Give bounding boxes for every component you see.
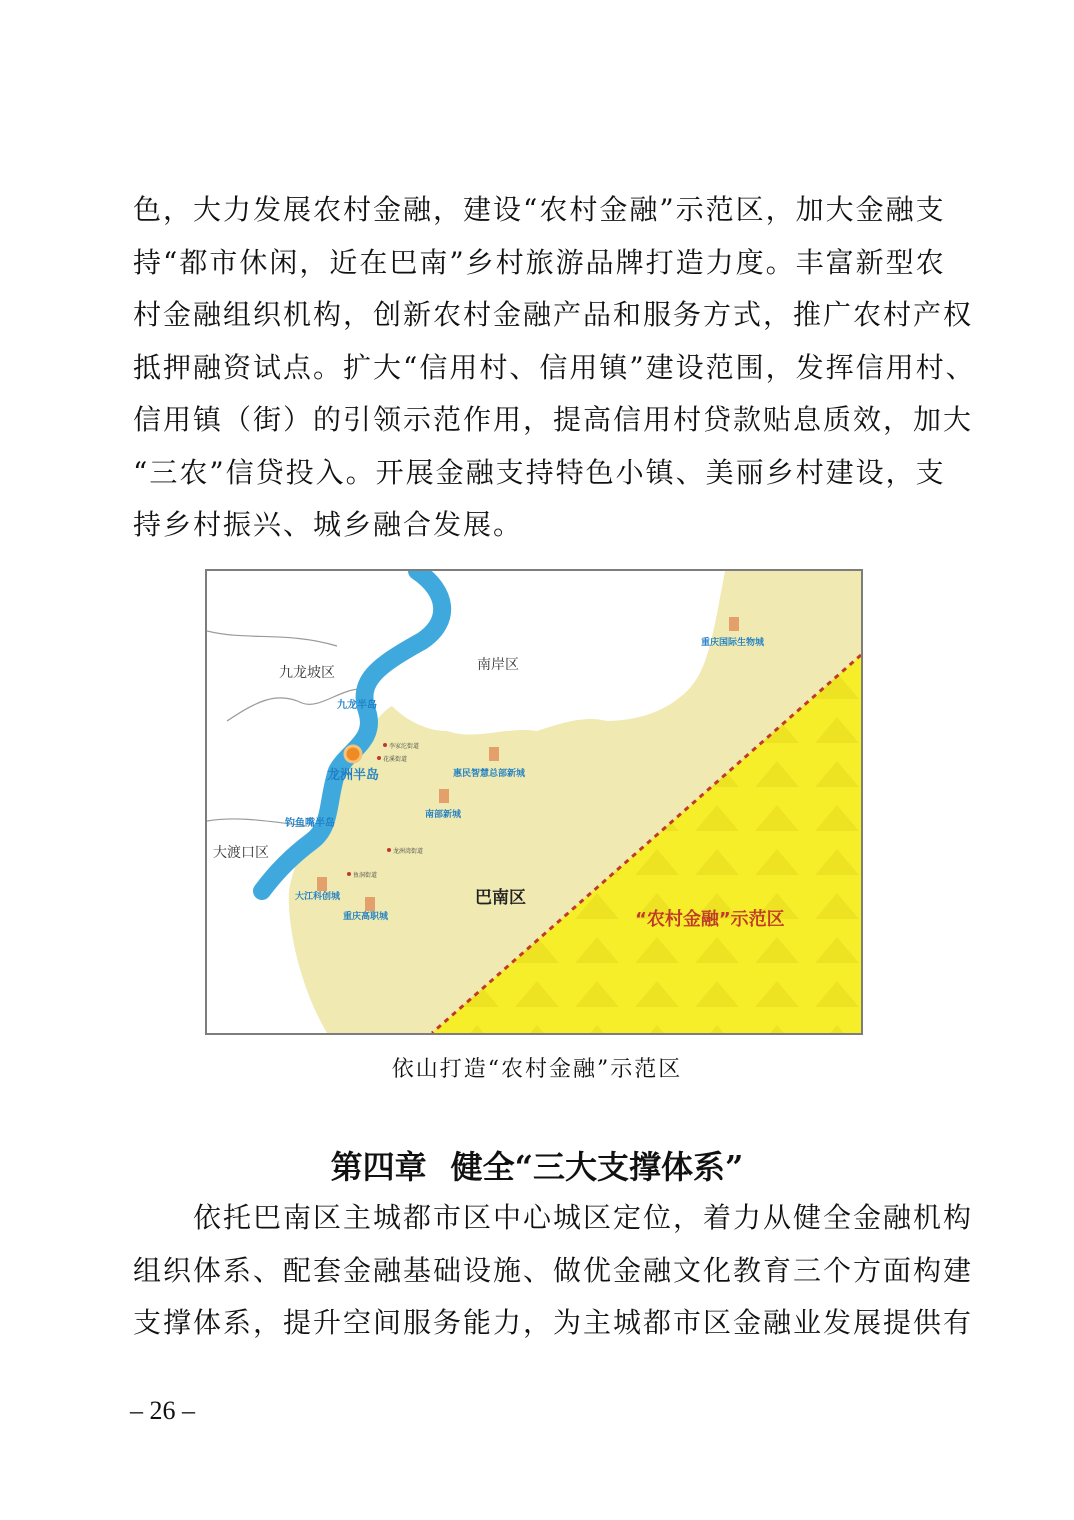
label-diaoyuzui-peninsula: 钓鱼嘴半岛 [285, 818, 335, 829]
text-line: 组织体系、配套金融基础设施、做优金融文化教育三个方面构建 [133, 1253, 974, 1287]
label-dadukou: 大渡口区 [213, 845, 269, 861]
chapter-title: 健全“三大支撑体系” [450, 1148, 744, 1186]
chapter-heading [0, 1142, 1074, 1188]
text-line: “三农”信贷投入。开展金融支持特色小镇、美丽乡村建设，支 [133, 455, 946, 489]
text-line: 抵押融资试点。扩大“信用村、信用镇”建设范围，发挥信用村、 [133, 350, 976, 384]
label-longzhouwan-street: 龙洲湾街道 [393, 848, 424, 855]
label-huaxi-street: 花溪街道 [383, 756, 408, 763]
body-paragraph-bottom [133, 1192, 974, 1350]
longzhou-marker-icon [345, 746, 361, 762]
text-line: 支撑体系，提升空间服务能力，为主城都市区金融业发展提供有 [133, 1306, 974, 1339]
text-line: 信用镇（街）的引领示范作用，提高信用村贷款贴息质效，加大 [133, 403, 974, 436]
map-figure [205, 569, 863, 1035]
label-chongqing-bio-city: 重庆国际生物城 [701, 638, 765, 648]
label-jiulongpo: 九龙坡区 [279, 665, 335, 681]
text-line: 持乡村振兴、城乡融合发展。 [133, 508, 524, 541]
page-number: – 26 – [130, 1396, 195, 1425]
chapter-number: 第四章 [330, 1148, 427, 1186]
figure-caption: 依山打造“农村金融”示范区 [391, 1057, 683, 1082]
text-line: 村金融组织机构，创新农村金融产品和服务方式，推广农村产权 [133, 298, 974, 331]
label-yudong-street: 鱼洞街道 [353, 872, 378, 879]
text-line: 依托巴南区主城都市区中心城区定位，着力从健全金融机构 [133, 1201, 974, 1234]
label-banan: 巴南区 [475, 888, 526, 908]
label-chongqing-vocational-city: 重庆高职城 [343, 912, 389, 922]
label-nanbu-new-city: 南部新城 [425, 810, 462, 820]
label-nanan: 南岸区 [477, 657, 519, 673]
label-huimin-hq-city: 惠民智慧总部新城 [453, 769, 526, 779]
label-lijiatuo-street: 李家沱街道 [389, 743, 420, 750]
label-jiulong-peninsula: 九龙半岛 [337, 700, 377, 711]
body-paragraph-top [133, 184, 976, 552]
text-line: 持“都市休闲，近在巴南”乡村旅游品牌打造力度。丰富新型农 [133, 245, 946, 279]
label-dajiang-city: 大江科创城 [295, 892, 341, 902]
district-map [207, 571, 861, 1033]
label-longzhou-peninsula: 龙洲半岛 [327, 768, 380, 783]
text-line: 色，大力发展农村金融，建设“农村金融”示范区，加大金融支 [133, 193, 946, 226]
label-demo-zone: “农村金融”示范区 [635, 909, 785, 930]
